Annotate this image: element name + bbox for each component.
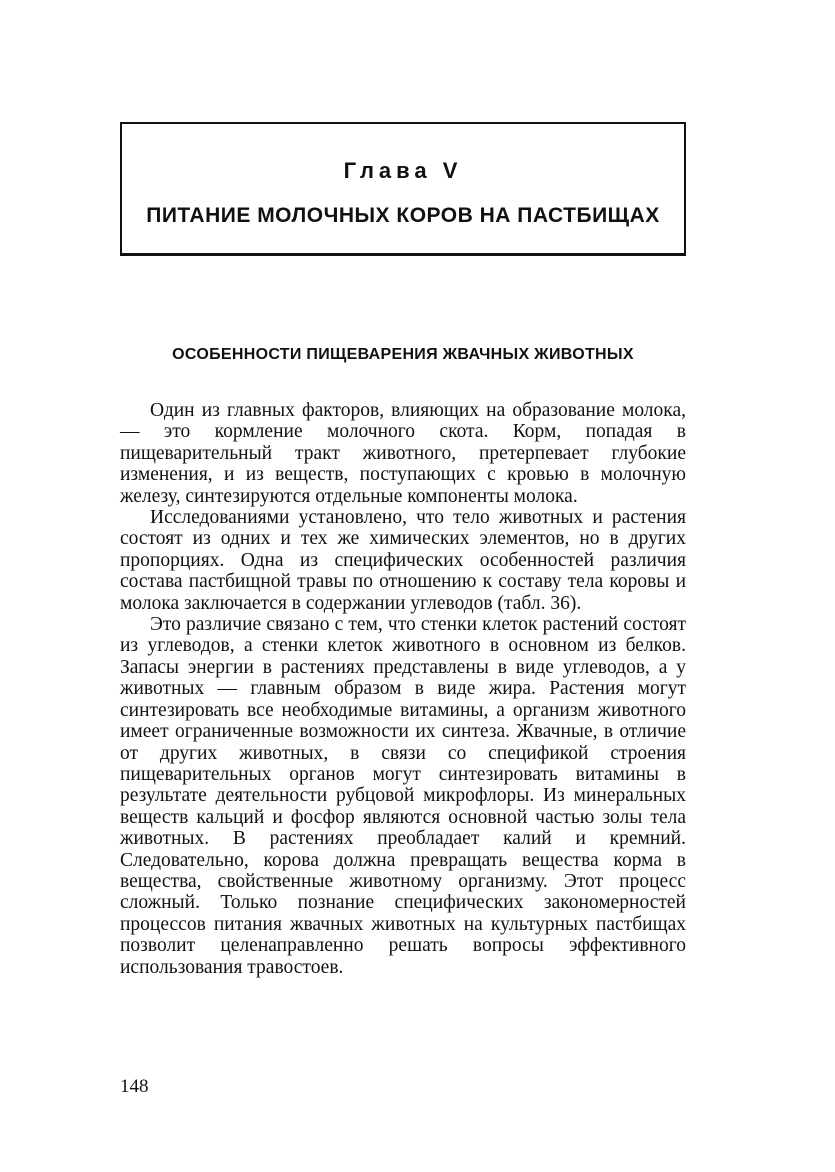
page-number: 148 [120, 1076, 149, 1097]
paragraph-2: Исследованиями установлено, что тело животных и растения состоят из одних и тех же химических элементов, но в других пропорциях. Одна из специфических особенностей различия состава пастбищной травы по отношению к составу тела коровы и молока заключается в содержании углеводов (табл. 36). [120, 507, 686, 614]
chapter-header-box [120, 122, 686, 256]
section-heading: ОСОБЕННОСТИ ПИЩЕВАРЕНИЯ ЖВАЧНЫХ ЖИВОТНЫХ [172, 346, 634, 363]
chapter-label: Глава V [343, 158, 463, 183]
paragraph-3: Это различие связано с тем, что стенки клеток растений состоят из углеводов, а стенки клеток животного в основном из белков. Запасы энергии в растениях представлены в виде углеводов, а у животных — главным образом в виде жира. Растения могут синтезировать все необходимые витамины, а организм животного имеет ограниченные возможности их синтеза. Жвачные, в отличие от других животных, в связи со спецификой строения пищеварительных органов могут синтезировать витамины в результате деятельности рубцовой микрофлоры. Из минеральных веществ кальций и фосфор являются основной частью золы тела животных. В растениях преобладает калий и кремний. Следовательно, корова должна превращать вещества корма в вещества, свойственные животному организму. Этот процесс сложный. Только познание специфических закономерностей процессов питания жвачных животных на культурных пастбищах позволит целенаправленно решать вопросы эффективного использования травостоев. [120, 614, 686, 978]
chapter-title: ПИТАНИЕ МОЛОЧНЫХ КОРОВ НА ПАСТБИЩАХ [146, 204, 660, 227]
paragraph-1: Один из главных факторов, влияющих на образование молока,— это кормление молочного скота. Корм, попадая в пищеварительный тракт животного, претерпевает глубокие изменения, и из веществ, поступающих с кровью в молочную железу, синтезируются отдельные компоненты молока. [120, 400, 686, 507]
body-text [120, 400, 686, 978]
